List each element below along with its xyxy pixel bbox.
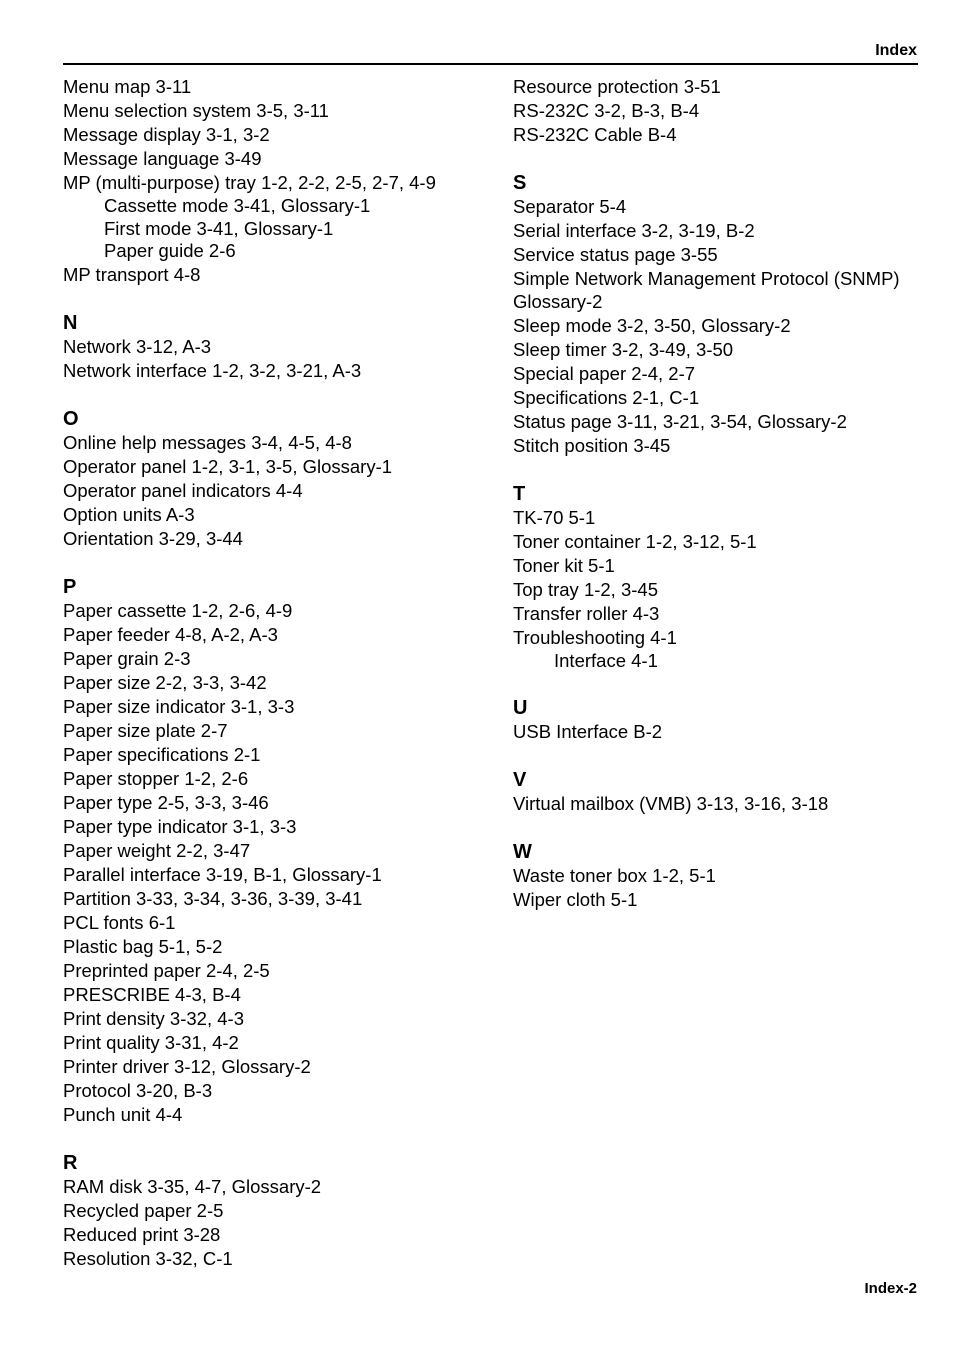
index-entry-text: Troubleshooting 4-1 [513,626,677,648]
section-letter-heading: U [513,697,528,719]
index-entry [513,626,953,673]
index-entry-text: Paper feeder 4-8, A-2, A-3 [63,623,278,645]
index-entry-text: Printer driver 3-12, Glossary-2 [63,1055,311,1077]
index-subentry: Paper guide 2-6 [104,240,236,261]
index-entry-text: Paper type indicator 3-1, 3-3 [63,815,297,837]
index-entry-text: Top tray 1-2, 3-45 [513,578,658,600]
index-entry [63,1175,503,1199]
index-entry [63,815,503,839]
index-entry-text: Preprinted paper 2-4, 2-5 [63,959,270,981]
index-entry [63,839,503,863]
index-entry [513,434,953,458]
index-entry-text: Specifications 2-1, C-1 [513,386,700,408]
index-entry [63,99,503,123]
index-entry-text: Paper stopper 1-2, 2-6 [63,767,249,789]
index-subentry: Interface 4-1 [554,649,658,671]
index-entry-text: Menu map 3-11 [63,76,192,97]
index-entry [63,1031,503,1055]
index-entry-text: Toner container 1-2, 3-12, 5-1 [513,530,757,552]
index-entry [513,792,953,816]
section-letter-heading: T [513,482,526,505]
index-entry-text: Toner kit 5-1 [513,554,615,576]
index-entry [513,314,953,338]
index-entry-text: Protocol 3-20, B-3 [63,1079,213,1101]
index-section [513,696,953,744]
index-section [63,75,503,287]
index-entry-text: RS-232C 3-2, B-3, B-4 [513,100,700,121]
index-entry-text: PCL fonts 6-1 [63,911,176,933]
index-entry [63,455,503,479]
index-entry [63,959,503,983]
index-entry-continuation: Glossary-2 [513,291,603,312]
section-letter-heading: R [63,1151,78,1174]
index-column-left [63,75,503,1295]
index-entry-text: RS-232C Cable B-4 [513,124,677,145]
index-entry-text: Special paper 2-4, 2-7 [513,362,696,384]
index-entry-text: Sleep mode 3-2, 3-50, Glossary-2 [513,314,791,336]
index-subentry: First mode 3-41, Glossary-1 [104,217,334,239]
index-entry [63,623,503,647]
index-entry [63,743,503,767]
index-entry [63,147,503,171]
index-entry [513,506,953,530]
index-entry [513,123,953,147]
index-entry [63,503,503,527]
index-section [63,311,503,383]
index-entry [513,386,953,410]
section-letter-heading: P [63,575,77,598]
index-entry-text: Paper size 2-2, 3-3, 3-42 [63,671,267,693]
index-section [513,482,953,673]
index-column-right [513,75,953,936]
index-entry [63,671,503,695]
index-entry-text: Orientation 3-29, 3-44 [63,527,243,549]
index-entry-text: Resolution 3-32, C-1 [63,1247,233,1269]
index-entry-text: Recycled paper 2-5 [63,1199,224,1221]
index-entry-text: Wiper cloth 5-1 [513,889,638,910]
index-entry-text: Paper cassette 1-2, 2-6, 4-9 [63,599,293,621]
section-letter-heading: V [513,769,527,791]
index-entry-text: Network 3-12, A-3 [63,335,212,357]
index-entry [513,602,953,626]
index-entry-text: Resource protection 3-51 [513,76,721,97]
index-entry [63,983,503,1007]
index-entry-text: Menu selection system 3-5, 3-11 [63,100,329,121]
index-section [513,840,953,912]
index-entry [513,578,953,602]
page-header-title: Index [875,42,917,59]
section-letter-heading: O [63,407,79,430]
index-entry-text: Separator 5-4 [513,196,627,217]
index-entry [63,1223,503,1247]
index-entry [513,530,953,554]
index-entry-text: Online help messages 3-4, 4-5, 4-8 [63,431,352,453]
index-entry [63,1007,503,1031]
index-entry [63,767,503,791]
index-entry [63,123,503,147]
index-section [513,768,953,816]
index-entry-text: Sleep timer 3-2, 3-49, 3-50 [513,338,734,360]
index-entry-text: PRESCRIBE 4-3, B-4 [63,983,241,1005]
index-entry [513,554,953,578]
index-entry-text: TK-70 5-1 [513,506,596,528]
index-section [513,171,953,458]
index-entry-text: Paper grain 2-3 [63,647,191,669]
index-entry [63,791,503,815]
index-entry [63,527,503,551]
index-section [63,407,503,551]
index-entry [63,1079,503,1103]
index-entry [63,359,503,383]
index-section [63,575,503,1127]
index-entry [63,911,503,935]
section-letter-heading: W [513,841,532,863]
index-entry-text: Message language 3-49 [63,148,262,169]
index-entry-text: Punch unit 4-4 [63,1103,183,1125]
index-entry [513,99,953,123]
index-entry-text: MP transport 4-8 [63,263,201,285]
index-entry-text: Service status page 3-55 [513,244,718,265]
index-entry-text: RAM disk 3-35, 4-7, Glossary-2 [63,1175,322,1197]
header-divider [63,63,918,65]
index-entry-text: Parallel interface 3-19, B-1, Glossary-1 [63,863,382,885]
index-entry-text: Paper specifications 2-1 [63,743,261,765]
index-entry [63,1247,503,1271]
index-entry [513,888,953,912]
index-entry [513,195,953,219]
index-entry-text: Paper size plate 2-7 [63,719,228,741]
index-entry [63,75,503,99]
index-entry-text: Print quality 3-31, 4-2 [63,1031,239,1053]
index-entry-text: Status page 3-11, 3-21, 3-54, Glossary-2 [513,410,847,432]
index-entry [63,935,503,959]
index-entry [63,1199,503,1223]
index-entry-text: Operator panel 1-2, 3-1, 3-5, Glossary-1 [63,455,393,477]
index-entry-text: Paper size indicator 3-1, 3-3 [63,695,295,717]
index-entry [513,243,953,267]
index-entry-text: Reduced print 3-28 [63,1223,221,1245]
index-entry-text: Partition 3-33, 3-34, 3-36, 3-39, 3-41 [63,887,363,909]
section-letter-heading: N [63,311,78,334]
index-entry [63,335,503,359]
index-entry [63,647,503,671]
index-entry [513,219,953,243]
index-entry [513,267,953,314]
index-entry-text: Message display 3-1, 3-2 [63,124,270,145]
index-section [63,1151,503,1271]
index-entry-text: MP (multi-purpose) tray 1-2, 2-2, 2-5, 2-7, 4-9 [63,172,436,193]
index-entry [63,431,503,455]
index-entry [63,599,503,623]
index-entry-text: Network interface 1-2, 3-2, 3-21, A-3 [63,359,362,381]
index-entry-text: Virtual mailbox (VMB) 3-13, 3-16, 3-18 [513,793,829,814]
index-entry-text: Transfer roller 4-3 [513,602,660,624]
index-entry [63,863,503,887]
section-letter-heading: S [513,172,527,194]
index-entry [63,887,503,911]
index-entry [513,338,953,362]
index-entry-text: Option units A-3 [63,503,195,525]
index-entry [63,171,503,263]
index-entry-text: Serial interface 3-2, 3-19, B-2 [513,220,755,241]
index-entry [63,1103,503,1127]
index-entry-text: Print density 3-32, 4-3 [63,1007,244,1029]
index-entry [513,362,953,386]
index-entry-text: Stitch position 3-45 [513,434,671,456]
index-entry [63,1055,503,1079]
index-entry-text: Paper type 2-5, 3-3, 3-46 [63,791,269,813]
index-entry [513,720,953,744]
index-subentry: Cassette mode 3-41, Glossary-1 [104,195,371,216]
index-entry [513,864,953,888]
index-entry [63,479,503,503]
page-number: Index-2 [864,1280,917,1297]
index-entry [513,410,953,434]
index-entry-text: Paper weight 2-2, 3-47 [63,839,251,861]
index-entry [63,695,503,719]
index-entry-text: USB Interface B-2 [513,721,663,742]
index-entry-text: Simple Network Management Protocol (SNMP) [513,268,900,289]
index-section [513,75,953,147]
index-entry-text: Waste toner box 1-2, 5-1 [513,865,716,886]
index-entry-text: Operator panel indicators 4-4 [63,479,303,501]
index-entry [63,719,503,743]
index-entry-text: Plastic bag 5-1, 5-2 [63,935,223,957]
index-entry [63,263,503,287]
index-entry [513,75,953,99]
